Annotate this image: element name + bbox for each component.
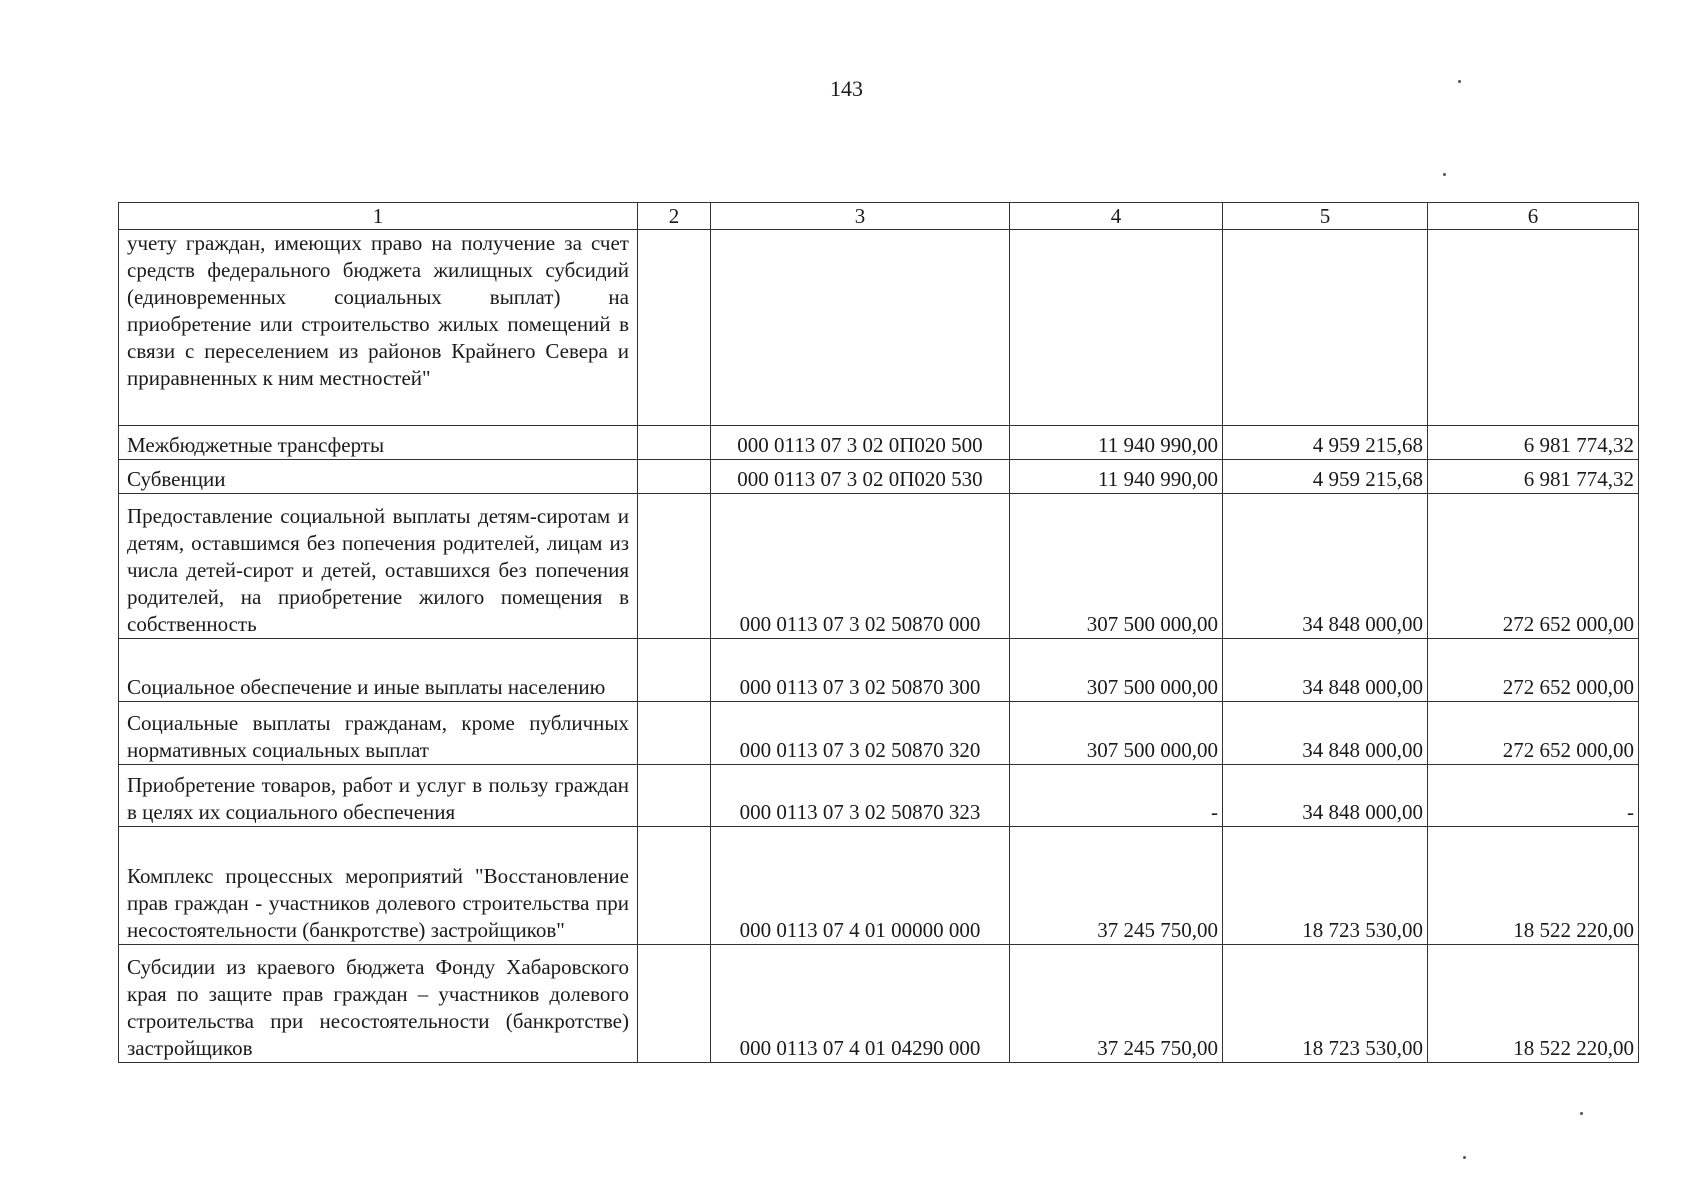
row-code: 000 0113 07 4 01 00000 000 <box>711 827 1010 945</box>
scan-speck <box>1458 80 1461 83</box>
row-code: 000 0113 07 3 02 50870 320 <box>711 702 1010 765</box>
table-row <box>119 702 1639 765</box>
row-description: Субвенции <box>119 460 638 494</box>
row-col6: 272 652 000,00 <box>1428 494 1639 639</box>
row-col2 <box>638 702 711 765</box>
row-code: 000 0113 07 3 02 0П020 530 <box>711 460 1010 494</box>
row-col2 <box>638 827 711 945</box>
row-col5: 34 848 000,00 <box>1223 765 1428 827</box>
row-col2 <box>638 230 711 426</box>
row-col2 <box>638 426 711 460</box>
row-description: Приобретение товаров, работ и услуг в пользу граждан в целях их социального обеспечения <box>119 765 638 827</box>
table-row <box>119 494 1639 639</box>
scan-speck <box>1443 173 1446 176</box>
row-description: Комплекс процессных мероприятий "Восстановление прав граждан - участников долевого строительства при несостоятельности (банкротстве) застройщиков" <box>119 827 638 945</box>
row-col5: 34 848 000,00 <box>1223 702 1428 765</box>
row-col6: 272 652 000,00 <box>1428 702 1639 765</box>
row-col5 <box>1223 230 1428 426</box>
row-col6: 272 652 000,00 <box>1428 639 1639 702</box>
row-code: 000 0113 07 4 01 04290 000 <box>711 945 1010 1063</box>
row-col4: 307 500 000,00 <box>1010 702 1223 765</box>
row-col5: 18 723 530,00 <box>1223 945 1428 1063</box>
row-col4: - <box>1010 765 1223 827</box>
row-col4: 11 940 990,00 <box>1010 426 1223 460</box>
row-col4: 37 245 750,00 <box>1010 827 1223 945</box>
row-col6: 6 981 774,32 <box>1428 426 1639 460</box>
row-code <box>711 230 1010 426</box>
table-row <box>119 230 1639 426</box>
row-code: 000 0113 07 3 02 50870 300 <box>711 639 1010 702</box>
table-row <box>119 765 1639 827</box>
row-col6: - <box>1428 765 1639 827</box>
row-description: Субсидии из краевого бюджета Фонду Хабаровского края по защите прав граждан – участников долевого строительства при несостоятельности (банкротстве) застройщиков <box>119 945 638 1063</box>
row-col4: 307 500 000,00 <box>1010 494 1223 639</box>
row-description: Социальное обеспечение и иные выплаты населению <box>119 639 638 702</box>
row-col5: 4 959 215,68 <box>1223 460 1428 494</box>
row-code: 000 0113 07 3 02 50870 000 <box>711 494 1010 639</box>
row-col5: 34 848 000,00 <box>1223 494 1428 639</box>
row-col2 <box>638 765 711 827</box>
row-col4: 11 940 990,00 <box>1010 460 1223 494</box>
table-row <box>119 460 1639 494</box>
row-description: Межбюджетные трансферты <box>119 426 638 460</box>
table-row <box>119 426 1639 460</box>
budget-table <box>118 202 1639 1063</box>
column-header: 5 <box>1223 203 1428 230</box>
row-col2 <box>638 460 711 494</box>
row-col5: 4 959 215,68 <box>1223 426 1428 460</box>
row-col5: 34 848 000,00 <box>1223 639 1428 702</box>
column-header: 6 <box>1428 203 1639 230</box>
row-col5: 18 723 530,00 <box>1223 827 1428 945</box>
row-col6: 6 981 774,32 <box>1428 460 1639 494</box>
row-code: 000 0113 07 3 02 0П020 500 <box>711 426 1010 460</box>
row-col6: 18 522 220,00 <box>1428 827 1639 945</box>
row-description: учету граждан, имеющих право на получение за счет средств федерального бюджета жилищных субсидий (единовременных социальных выплат) на приобретение или строительство жилых помещений в связи с переселением из районов Крайнего Севера и приравненных к ним местностей" <box>119 230 638 426</box>
table-row <box>119 639 1639 702</box>
row-col4: 307 500 000,00 <box>1010 639 1223 702</box>
table-row <box>119 827 1639 945</box>
row-code: 000 0113 07 3 02 50870 323 <box>711 765 1010 827</box>
column-header: 4 <box>1010 203 1223 230</box>
row-col2 <box>638 494 711 639</box>
row-col2 <box>638 639 711 702</box>
row-col4 <box>1010 230 1223 426</box>
table-header-row <box>119 203 1639 230</box>
row-col6: 18 522 220,00 <box>1428 945 1639 1063</box>
scan-speck <box>1463 1156 1466 1159</box>
column-header: 1 <box>119 203 638 230</box>
page-number: 143 <box>830 76 863 101</box>
column-header: 3 <box>711 203 1010 230</box>
row-col2 <box>638 945 711 1063</box>
scan-speck <box>1580 1112 1583 1115</box>
row-col6 <box>1428 230 1639 426</box>
row-col4: 37 245 750,00 <box>1010 945 1223 1063</box>
table-row <box>119 945 1639 1063</box>
row-description: Социальные выплаты гражданам, кроме публичных нормативных социальных выплат <box>119 702 638 765</box>
row-description: Предоставление социальной выплаты детям-сиротам и детям, оставшимся без попечения родителей, лицам из числа детей-сирот и детей, оставшихся без попечения родителей, на приобретение жилого помещения в собственность <box>119 494 638 639</box>
column-header: 2 <box>638 203 711 230</box>
